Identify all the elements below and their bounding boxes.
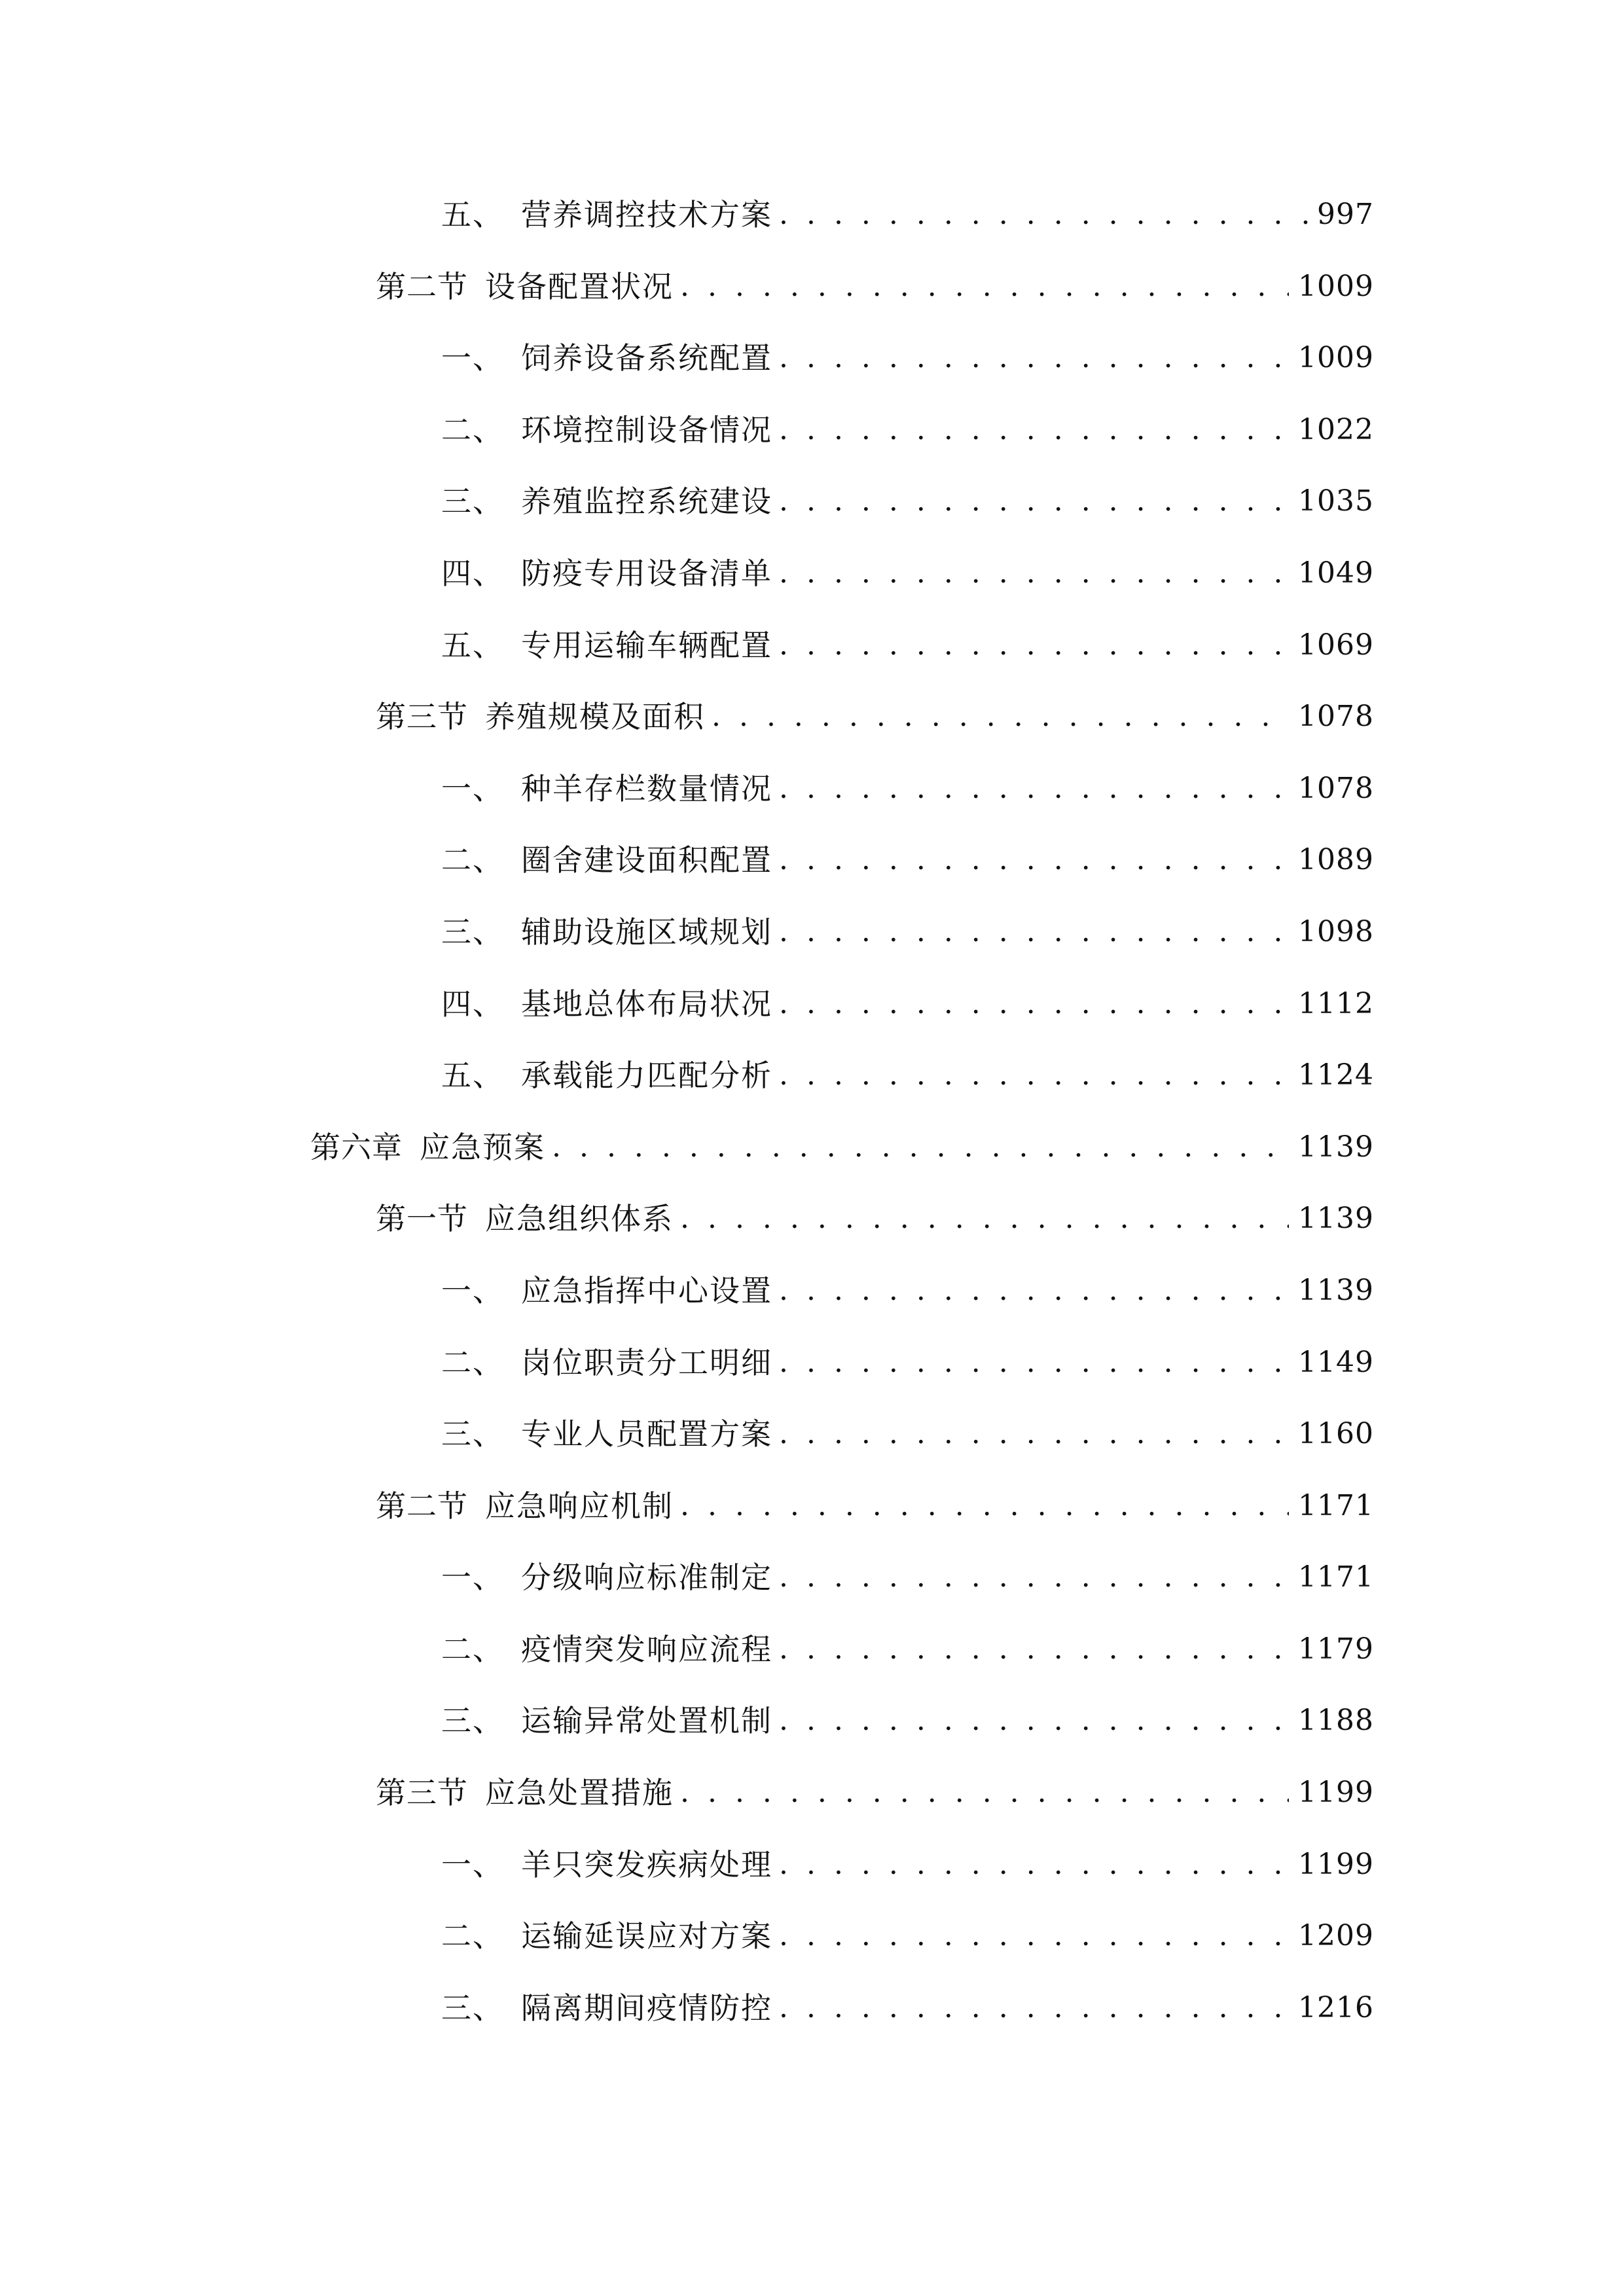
dot-leader [779, 404, 1289, 456]
toc-entry-number: 一、 [441, 1846, 504, 1882]
toc-entry-number: 五、 [441, 1058, 504, 1094]
toc-entry-title: 营养调控技术方案 [521, 197, 772, 232]
dot-leader [779, 1265, 1289, 1317]
toc-entry-title: 分级响应标准制定 [521, 1560, 772, 1596]
dot-leader [779, 1695, 1289, 1747]
dot-leader [779, 1049, 1289, 1102]
toc-entry-number: 二、 [441, 1918, 504, 1954]
toc-entry[interactable] [0, 1408, 1624, 1480]
dot-leader [552, 1121, 1289, 1174]
toc-entry[interactable] [0, 1695, 1624, 1767]
toc-entry-page: 1139 [1298, 1202, 1374, 1236]
toc-entry-page: 1188 [1298, 1704, 1374, 1738]
toc-entry-number: 三、 [441, 1703, 504, 1739]
toc-entry-title: 应急组织体系 [485, 1201, 674, 1237]
toc-entry-number: 一、 [441, 1272, 504, 1308]
toc-entry-title: 应急处置措施 [485, 1775, 674, 1811]
dot-leader [779, 1551, 1289, 1604]
dot-leader [779, 332, 1289, 384]
toc-entry[interactable] [0, 547, 1624, 619]
toc-entry-number: 二、 [441, 1344, 504, 1380]
toc-entry-page: 1160 [1298, 1417, 1374, 1451]
toc-entry-number: 第一节 [376, 1201, 468, 1237]
toc-entry-number: 第二节 [376, 1488, 468, 1524]
toc-entry-number: 第二节 [376, 268, 468, 304]
dot-leader [779, 1336, 1289, 1389]
toc-entry-title: 岗位职责分工明细 [521, 1344, 772, 1380]
toc-entry[interactable] [0, 1480, 1624, 1552]
toc-entry-page: 1199 [1298, 1776, 1374, 1810]
toc-entry[interactable] [0, 1121, 1624, 1193]
toc-entry[interactable] [0, 762, 1624, 834]
dot-leader [779, 475, 1289, 528]
dot-leader [779, 834, 1289, 886]
table-of-contents [0, 188, 1624, 2053]
toc-entry-number: 第三节 [376, 1775, 468, 1811]
toc-entry-title: 设备配置状况 [485, 268, 674, 304]
toc-entry-title: 辅助设施区域规划 [521, 914, 772, 950]
toc-entry-title: 运输延误应对方案 [521, 1918, 772, 1954]
toc-entry-number: 第六章 [310, 1129, 403, 1165]
toc-entry-title: 种羊存栏数量情况 [521, 770, 772, 806]
toc-entry-title: 专业人员配置方案 [521, 1416, 772, 1452]
toc-entry[interactable] [0, 475, 1624, 547]
toc-entry-page: 1069 [1298, 628, 1374, 662]
toc-entry-page: 1216 [1298, 1990, 1374, 2024]
toc-entry-title: 环境控制设备情况 [521, 412, 772, 448]
toc-entry[interactable] [0, 619, 1624, 691]
toc-entry[interactable] [0, 691, 1624, 762]
toc-entry-page: 1199 [1298, 1847, 1374, 1881]
toc-entry-page: 1078 [1298, 771, 1374, 805]
toc-entry-number: 三、 [441, 484, 504, 520]
dot-leader [779, 1982, 1289, 2034]
dot-leader [779, 1408, 1289, 1460]
toc-entry-title: 圈舍建设面积配置 [521, 842, 772, 878]
toc-entry[interactable] [0, 260, 1624, 332]
toc-entry-number: 四、 [441, 986, 504, 1022]
toc-entry-number: 三、 [441, 1990, 504, 2026]
toc-entry-number: 四、 [441, 555, 504, 591]
toc-entry-number: 三、 [441, 914, 504, 950]
toc-entry-number: 二、 [441, 412, 504, 448]
toc-entry[interactable] [0, 906, 1624, 978]
toc-entry-page: 1139 [1298, 1130, 1374, 1164]
toc-entry-title: 养殖监控系统建设 [521, 484, 772, 520]
toc-entry-number: 一、 [441, 1560, 504, 1596]
toc-entry[interactable] [0, 1623, 1624, 1695]
toc-entry[interactable] [0, 1193, 1624, 1265]
toc-entry[interactable] [0, 1767, 1624, 1839]
toc-entry-title: 基地总体布局状况 [521, 986, 772, 1022]
toc-entry-title: 应急预案 [420, 1129, 545, 1165]
toc-entry-number: 五、 [441, 197, 504, 232]
toc-entry[interactable] [0, 1910, 1624, 1982]
toc-entry[interactable] [0, 1336, 1624, 1408]
toc-entry-page: 1124 [1298, 1058, 1374, 1092]
toc-entry[interactable] [0, 1265, 1624, 1336]
dot-leader [779, 619, 1289, 672]
toc-entry-number: 二、 [441, 1631, 504, 1667]
toc-entry[interactable] [0, 332, 1624, 404]
toc-entry-page: 1035 [1298, 484, 1374, 518]
toc-entry-page: 1098 [1298, 914, 1374, 948]
toc-entry-title: 养殖规模及面积 [485, 699, 705, 735]
toc-entry-title: 隔离期间疫情防控 [521, 1990, 772, 2026]
toc-entry-page: 997 [1317, 198, 1374, 231]
toc-entry-page: 1149 [1298, 1345, 1374, 1379]
dot-leader [779, 1910, 1289, 1962]
toc-entry-page: 1078 [1298, 700, 1374, 734]
dot-leader [779, 906, 1289, 958]
dot-leader [680, 1767, 1289, 1819]
dot-leader [779, 1623, 1289, 1676]
dot-leader [712, 691, 1289, 743]
toc-entry-title: 防疫专用设备清单 [521, 555, 772, 591]
toc-entry-title: 应急响应机制 [485, 1488, 674, 1524]
toc-entry-page: 1139 [1298, 1273, 1374, 1307]
toc-entry-number: 五、 [441, 627, 504, 663]
dot-leader [680, 260, 1289, 313]
toc-entry-page: 1171 [1298, 1560, 1374, 1594]
dot-leader [680, 1480, 1289, 1532]
toc-entry-page: 1009 [1298, 269, 1374, 303]
toc-entry-title: 应急指挥中心设置 [521, 1272, 772, 1308]
toc-entry-page: 1049 [1298, 556, 1374, 590]
toc-entry-page: 1209 [1298, 1919, 1374, 1953]
toc-entry-title: 羊只突发疾病处理 [521, 1846, 772, 1882]
toc-entry-page: 1179 [1298, 1632, 1374, 1666]
toc-entry[interactable] [0, 1049, 1624, 1121]
toc-entry[interactable] [0, 404, 1624, 476]
toc-entry[interactable] [0, 1551, 1624, 1623]
toc-entry[interactable] [0, 978, 1624, 1050]
toc-entry-title: 饲养设备系统配置 [521, 340, 772, 376]
toc-entry-number: 第三节 [376, 699, 468, 735]
toc-entry-page: 1089 [1298, 843, 1374, 877]
toc-entry-title: 疫情突发响应流程 [521, 1631, 772, 1667]
toc-entry[interactable] [0, 188, 1624, 260]
toc-entry-page: 1112 [1298, 986, 1374, 1020]
dot-leader [779, 547, 1289, 600]
toc-entry[interactable] [0, 1982, 1624, 2054]
toc-entry-page: 1009 [1298, 341, 1374, 375]
toc-entry-number: 三、 [441, 1416, 504, 1452]
toc-entry-title: 运输异常处置机制 [521, 1703, 772, 1739]
dot-leader [779, 978, 1289, 1030]
toc-entry[interactable] [0, 1839, 1624, 1910]
toc-entry-page: 1022 [1298, 412, 1374, 446]
toc-entry[interactable] [0, 834, 1624, 906]
toc-entry-number: 一、 [441, 770, 504, 806]
dot-leader [779, 1839, 1289, 1891]
toc-entry-number: 二、 [441, 842, 504, 878]
dot-leader [779, 762, 1289, 815]
toc-entry-number: 一、 [441, 340, 504, 376]
toc-entry-title: 承载能力匹配分析 [521, 1058, 772, 1094]
dot-leader [680, 1193, 1289, 1245]
dot-leader [779, 188, 1308, 241]
toc-entry-page: 1171 [1298, 1488, 1374, 1522]
toc-entry-title: 专用运输车辆配置 [521, 627, 772, 663]
